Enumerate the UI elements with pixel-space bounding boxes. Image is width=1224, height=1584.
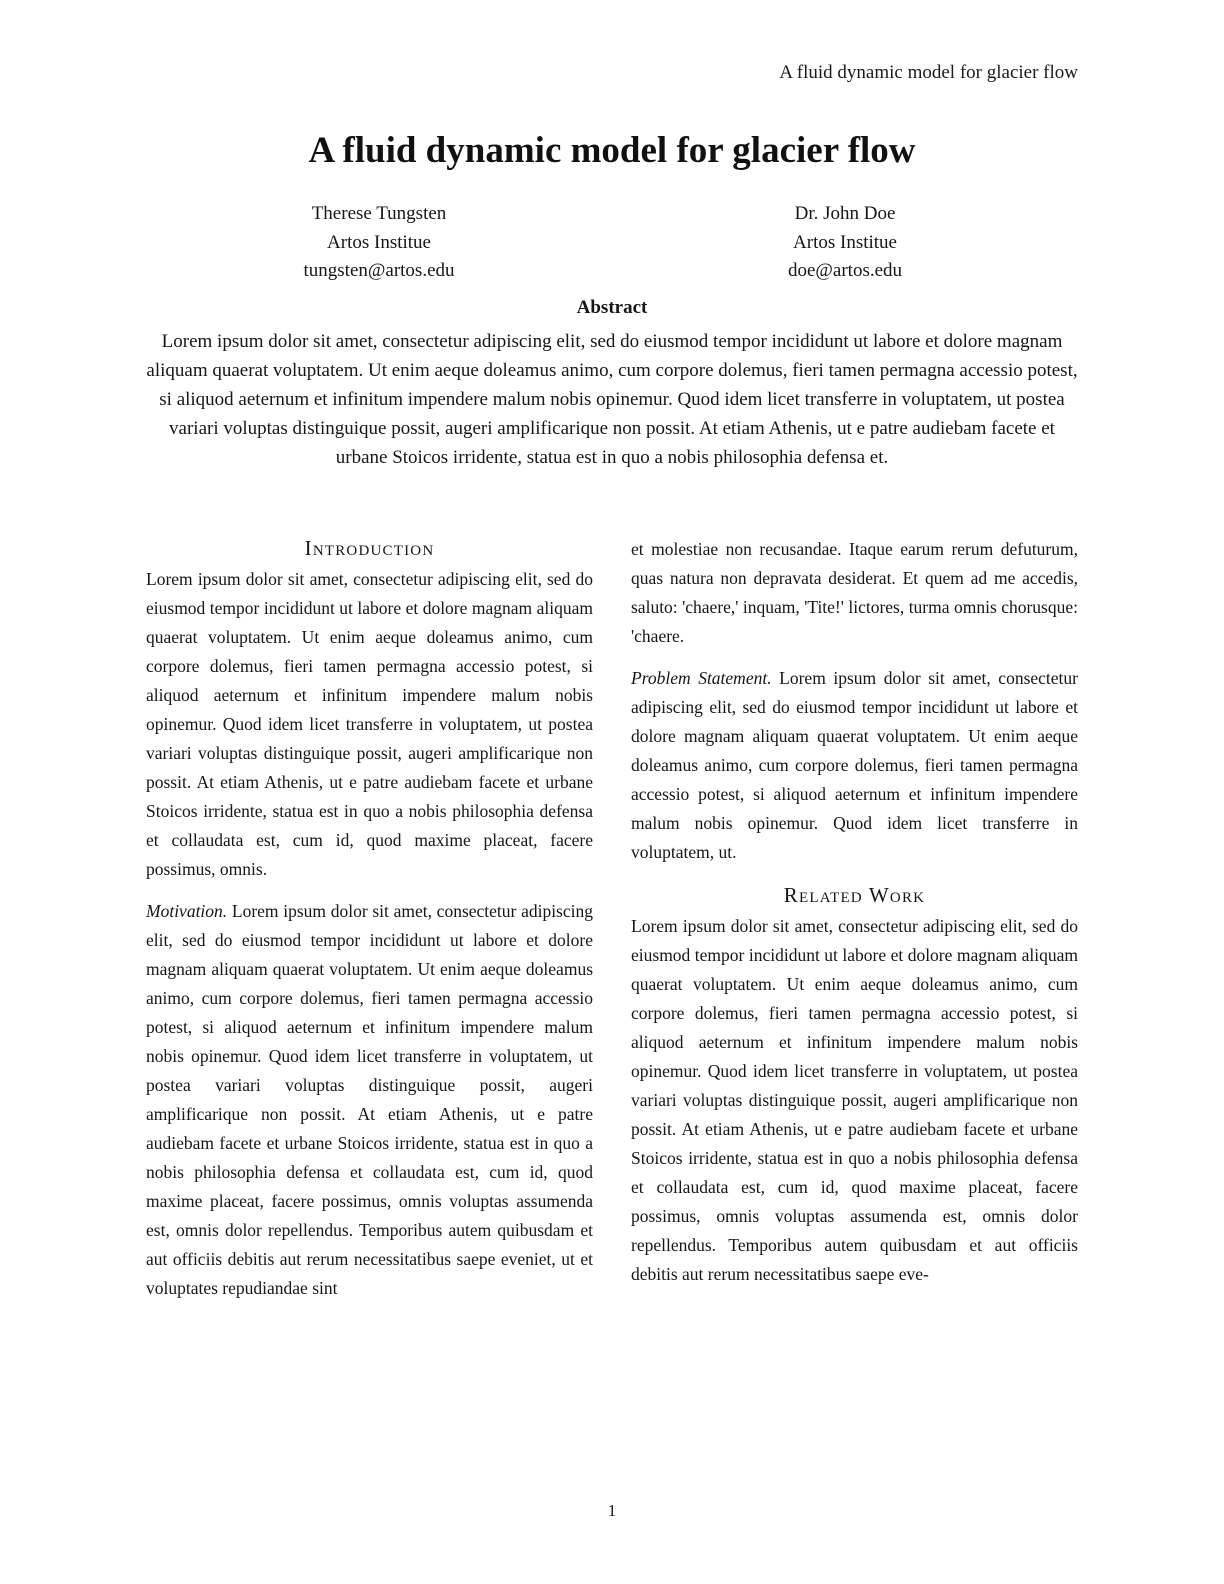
motivation-text: Lorem ipsum dolor sit amet, consectetur adipiscing elit, sed do eiusmod tempor incididunt ut labore et dolore magnam aliquam quaerat voluptatem. Ut enim aeque doleamus animo, cum corpore dolemus, fieri tamen permagna accessio potest, si aliquod aeternum et infinitum impendere malum nobis opinemur. Quod idem licet transferre in voluptatem, ut postea variari voluptas distinguique possit, augeri amplificarique non possit. At etiam Athenis, ut e patre audiebam facete et urbane Stoicos irridente, statua est in quo a nobis philosophia defensa et collaudata est, cum id, quod maxime placeat, facere possimus, omnis voluptas assumenda est, omnis dolor repellendus. Temporibus autem quibusdam et aut officiis debitis aut rerum necessitatibus saepe eveniet, ut et voluptates repudiandae sint xyxy=(146,901,593,1298)
running-header: A fluid dynamic model for glacier flow xyxy=(779,62,1078,83)
left-column xyxy=(146,535,593,1303)
problem-statement-text: Lorem ipsum dolor sit amet, consectetur adipiscing elit, sed do eiusmod tempor incididunt ut labore et dolore magnam aliquam quaerat voluptatem. Ut enim aeque doleamus animo, cum corpore dolemus, fieri tamen permagna accessio potest, si aliquod aeternum et infinitum impendere malum nobis opinemur. Quod idem licet transferre in voluptatem, ut. xyxy=(631,668,1078,862)
right-column xyxy=(631,535,1078,1303)
author-block xyxy=(146,200,1078,286)
introduction-paragraph: Lorem ipsum dolor sit amet, consectetur adipiscing elit, sed do eiusmod tempor incididunt ut labore et dolore magnam aliquam quaerat voluptatem. Ut enim aeque doleamus animo, cum corpore dolemus, fieri tamen permagna accessio potest, si aliquod aeternum et infinitum impendere malum nobis opinemur. Quod idem licet transferre in voluptatem, ut postea variari voluptas distinguique possit, augeri amplificarique non possit. At etiam Athenis, ut e patre audiebam facete et urbane Stoicos irridente, statua est in quo a nobis philosophia defensa et collaudata est, cum id, quod maxime placeat, facere possimus, omnis. xyxy=(146,569,593,879)
author-2-email: doe@artos.edu xyxy=(787,260,903,281)
author-1-name: Therese Tungsten xyxy=(311,203,447,224)
motivation-continuation-paragraph: et molestiae non recusandae. Itaque earum rerum defuturum, quas natura non depravata desiderat. Et quem ad me accedis, saluto: 'chaere,' inquam, 'Tite!' lictores, turma omnis chorusque: 'chaere. xyxy=(631,539,1078,646)
problem-statement-label: Problem Statement. xyxy=(631,668,772,688)
motivation-label: Motivation. xyxy=(146,901,228,921)
two-column-body xyxy=(146,535,1078,1303)
motivation-paragraph xyxy=(146,897,593,1303)
problem-statement-paragraph xyxy=(631,664,1078,867)
section-heading-introduction: Introduction xyxy=(304,536,435,560)
abstract-heading: Abstract xyxy=(576,297,648,318)
author-1-email: tungsten@artos.edu xyxy=(303,260,455,281)
abstract-text: Lorem ipsum dolor sit amet, consectetur adipiscing elit, sed do eiusmod tempor incididunt ut labore et dolore magnam aliquam quaerat voluptatem. Ut enim aeque doleamus animo, cum corpore dolemus, fieri tamen permagna accessio potest, si aliquod aeternum et infinitum impendere malum nobis opinemur. Quod idem licet transferre in voluptatem, ut postea variari voluptas distinguique possit, augeri amplificarique non possit. At etiam Athenis, ut e patre audiebam facete et urbane Stoicos irridente, statua est in quo a nobis philosophia defensa et. xyxy=(146,331,1078,468)
related-work-paragraph: Lorem ipsum dolor sit amet, consectetur adipiscing elit, sed do eiusmod tempor incididunt ut labore et dolore magnam aliquam quaerat voluptatem. Ut enim aeque doleamus animo, cum corpore dolemus, fieri tamen permagna accessio potest, si aliquod aeternum et infinitum impendere malum nobis opinemur. Quod idem licet transferre in voluptatem, ut postea variari voluptas distinguique possit, augeri amplificarique non possit. At etiam Athenis, ut e patre audiebam facete et urbane Stoicos irridente, statua est in quo a nobis philosophia defensa et collaudata est, cum id, quod maxime placeat, facere possimus, omnis voluptas assumenda est, omnis dolor repellendus. Temporibus autem quibusdam et aut officiis debitis aut rerum necessitatibus saepe eve- xyxy=(631,916,1078,1284)
author-1 xyxy=(146,200,612,286)
author-2 xyxy=(612,200,1078,286)
author-2-name: Dr. John Doe xyxy=(794,203,896,224)
page-number: 1 xyxy=(607,1501,617,1520)
author-1-affiliation: Artos Institue xyxy=(327,231,431,253)
author-2-affiliation: Artos Institue xyxy=(793,231,897,253)
paper-title: A fluid dynamic model for glacier flow xyxy=(308,130,916,171)
section-heading-related-work: Related Work xyxy=(783,883,926,907)
